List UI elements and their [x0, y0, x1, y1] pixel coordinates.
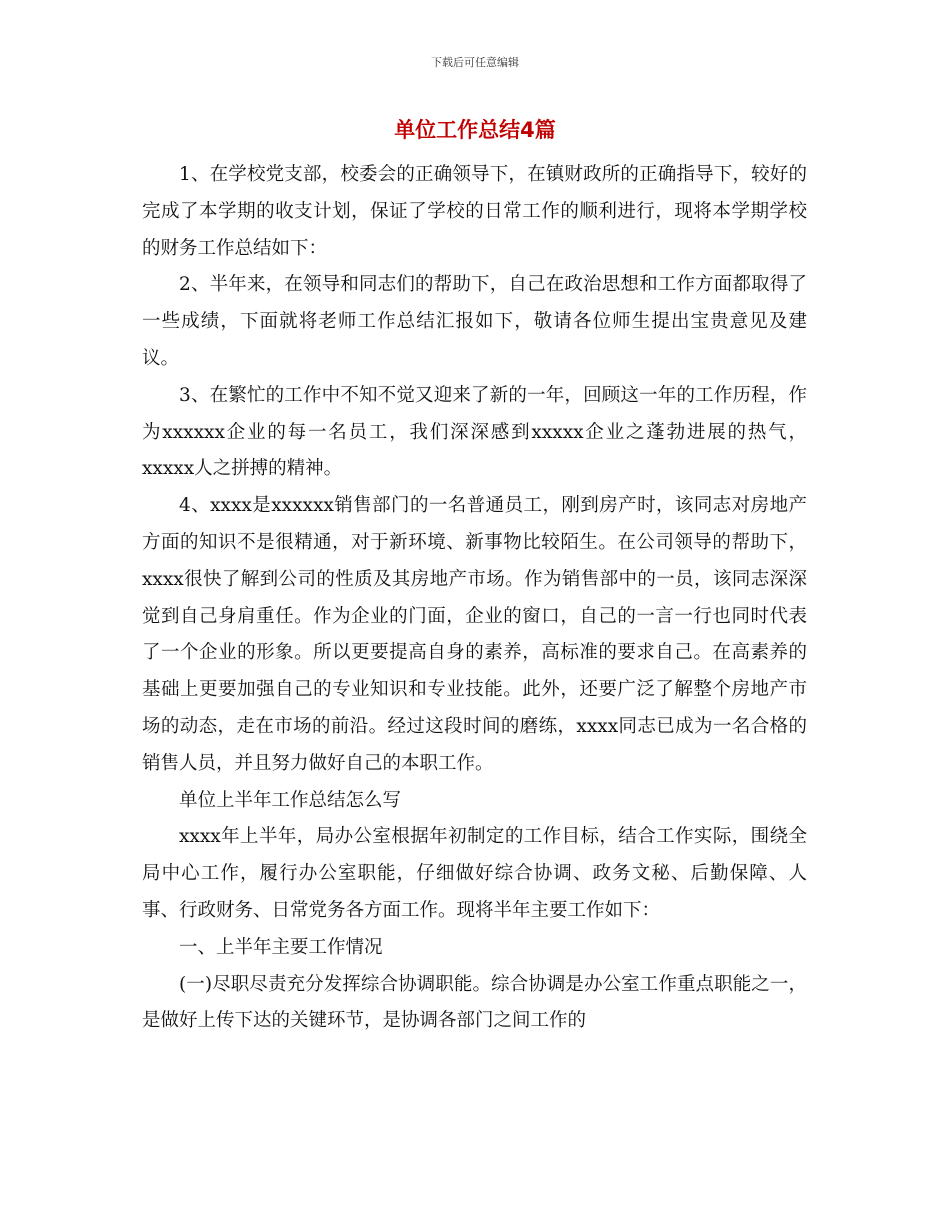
paragraph-2: 2、半年来，在领导和同志们的帮助下，自己在政治思想和工作方面都取得了一些成绩，下面就将老师工作总结汇报如下，敬请各位师生提出宝贵意见及建议。 — [142, 274, 807, 369]
section-heading: 单位上半年工作总结怎么写 — [179, 789, 402, 811]
paragraph-6: (一)尽职尽责充分发挥综合协调职能。综合协调是办公室工作重点职能之一，是做好上传下达的关键环节，是协调各部门之间工作的 — [142, 973, 807, 1032]
document-title: 单位工作总结4篇 — [394, 118, 556, 142]
paragraph-4: 4、xxxx是xxxxxx销售部门的一名普通员工，刚到房产时，该同志对房地产方面的知识不是很精通，对于新环境、新事物比较陌生。在公司领导的帮助下，xxxx很快了解到公司的性质及其房地产市场。作为销售部中的一员，该同志深深觉到自己身肩重任。作为企业的门面，企业的窗口，自己的一言一行也同时代表了一个企业的形象。所以更要提高自身的素养，高标准的要求自己。在高素养的基础上更要加强自己的专业知识和专业技能。此外，还要广泛了解整个房地产市场的动态，走在市场的前沿。经过这段时间的磨练，xxxx同志已成为一名合格的销售人员，并且努力做好自己的本职工作。 — [142, 495, 807, 774]
document-body — [142, 157, 807, 1040]
subsection-heading: 一、上半年主要工作情况 — [179, 936, 383, 958]
paragraph-1: 1、在学校党支部，校委会的正确领导下，在镇财政所的正确指导下，较好的完成了本学期的收支计划，保证了学校的日常工作的顺利进行，现将本学期学校的财务工作总结如下： — [142, 164, 807, 259]
paragraph-3: 3、在繁忙的工作中不知不觉又迎来了新的一年，回顾这一年的工作历程，作为xxxxxx企业的每一名员工，我们深深感到xxxxx企业之蓬勃进展的热气，xxxxx人之拼搏的精神。 — [142, 384, 807, 480]
paragraph-5: xxxx年上半年，局办公室根据年初制定的工作目标，结合工作实际，围绕全局中心工作，履行办公室职能，仔细做好综合协调、政务文秘、后勤保障、人事、行政财务、日常党务各方面工作。现将半年主要工作如下： — [142, 826, 807, 921]
header-note: 下载后可任意编辑 — [431, 56, 519, 69]
